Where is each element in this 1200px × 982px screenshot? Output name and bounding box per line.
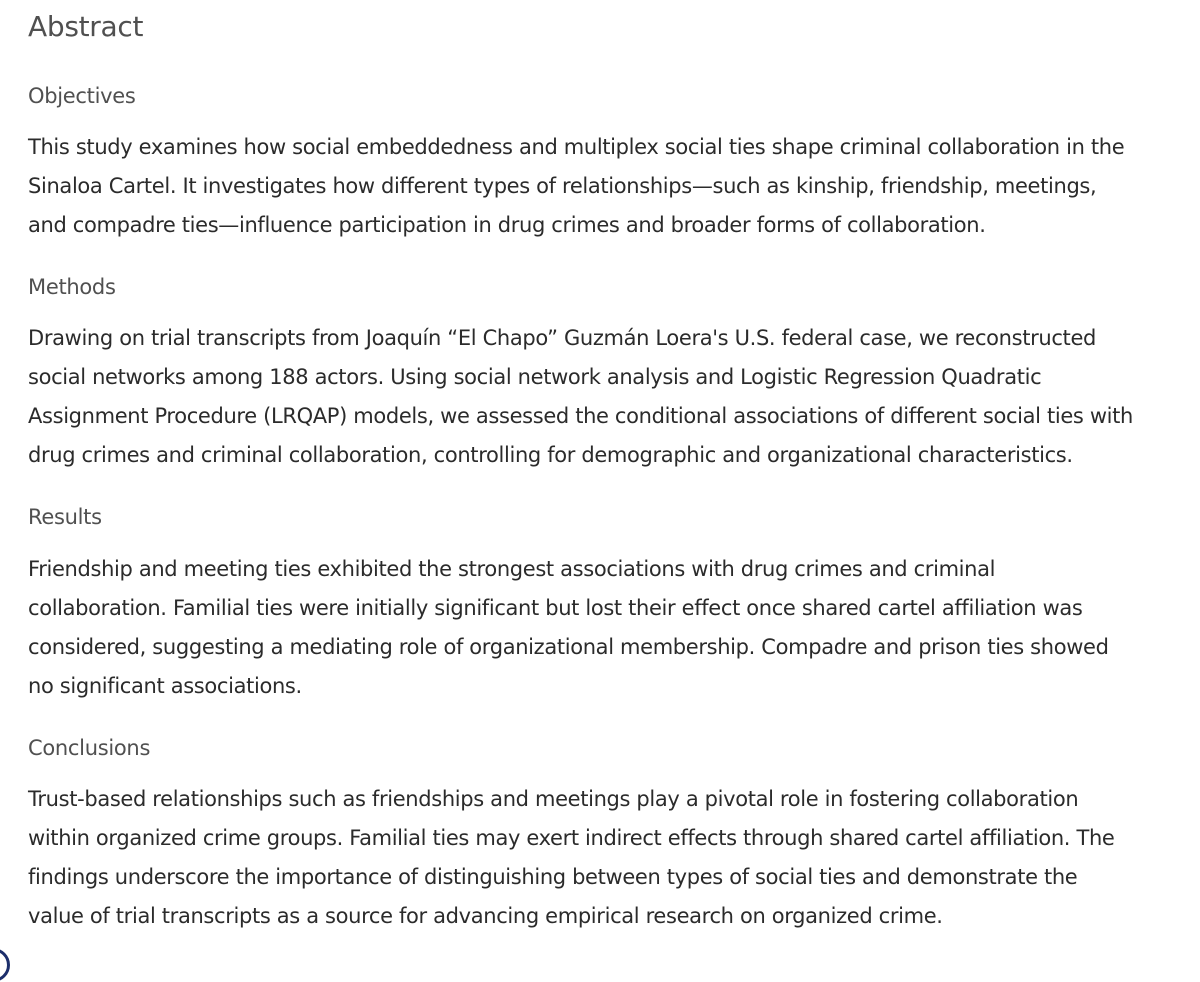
body-line: collaboration. Familial ties were initially significant but lost their effect once shared cartel affiliation was (28, 596, 1083, 620)
circle-badge-icon[interactable] (0, 948, 10, 982)
body-line: Friendship and meeting ties exhibited the strongest associations with drug crimes and criminal (28, 557, 996, 581)
section-body-methods (28, 319, 1178, 475)
body-line: no significant associations. (28, 674, 302, 698)
body-line: social networks among 188 actors. Using social network analysis and Logistic Regression Quadratic (28, 365, 1042, 389)
body-line: value of trial transcripts as a source for advancing empirical research on organized crime. (28, 904, 943, 928)
body-line: Assignment Procedure (LRQAP) models, we assessed the conditional associations of different social ties with (28, 404, 1134, 428)
section-body-conclusions (28, 780, 1178, 936)
body-line: This study examines how social embeddedness and multiplex social ties shape criminal collaboration in the (28, 135, 1125, 159)
body-line: within organized crime groups. Familial ties may exert indirect effects through shared cartel affiliation. The (28, 826, 1115, 850)
body-line: considered, suggesting a mediating role of organizational membership. Compadre and prison ties showed (28, 635, 1109, 659)
section-heading-conclusions: Conclusions (28, 736, 151, 760)
abstract-title: Abstract (28, 10, 144, 43)
section-heading-results: Results (28, 505, 102, 529)
section-heading-methods: Methods (28, 275, 116, 299)
section-body-objectives (28, 128, 1178, 245)
body-line: and compadre ties—influence participation in drug crimes and broader forms of collaboration. (28, 213, 986, 237)
section-heading-objectives: Objectives (28, 84, 136, 108)
body-line: drug crimes and criminal collaboration, controlling for demographic and organizational characteristics. (28, 443, 1073, 467)
body-line: findings underscore the importance of distinguishing between types of social ties and demonstrate the (28, 865, 1078, 889)
body-line: Trust-based relationships such as friendships and meetings play a pivotal role in fostering collaboration (28, 787, 1079, 811)
body-line: Drawing on trial transcripts from Joaquín “El Chapo” Guzmán Loera's U.S. federal case, we reconstructed (28, 326, 1096, 350)
body-line: Sinaloa Cartel. It investigates how different types of relationships—such as kinship, friendship, meetings, (28, 174, 1097, 198)
section-body-results (28, 550, 1178, 706)
